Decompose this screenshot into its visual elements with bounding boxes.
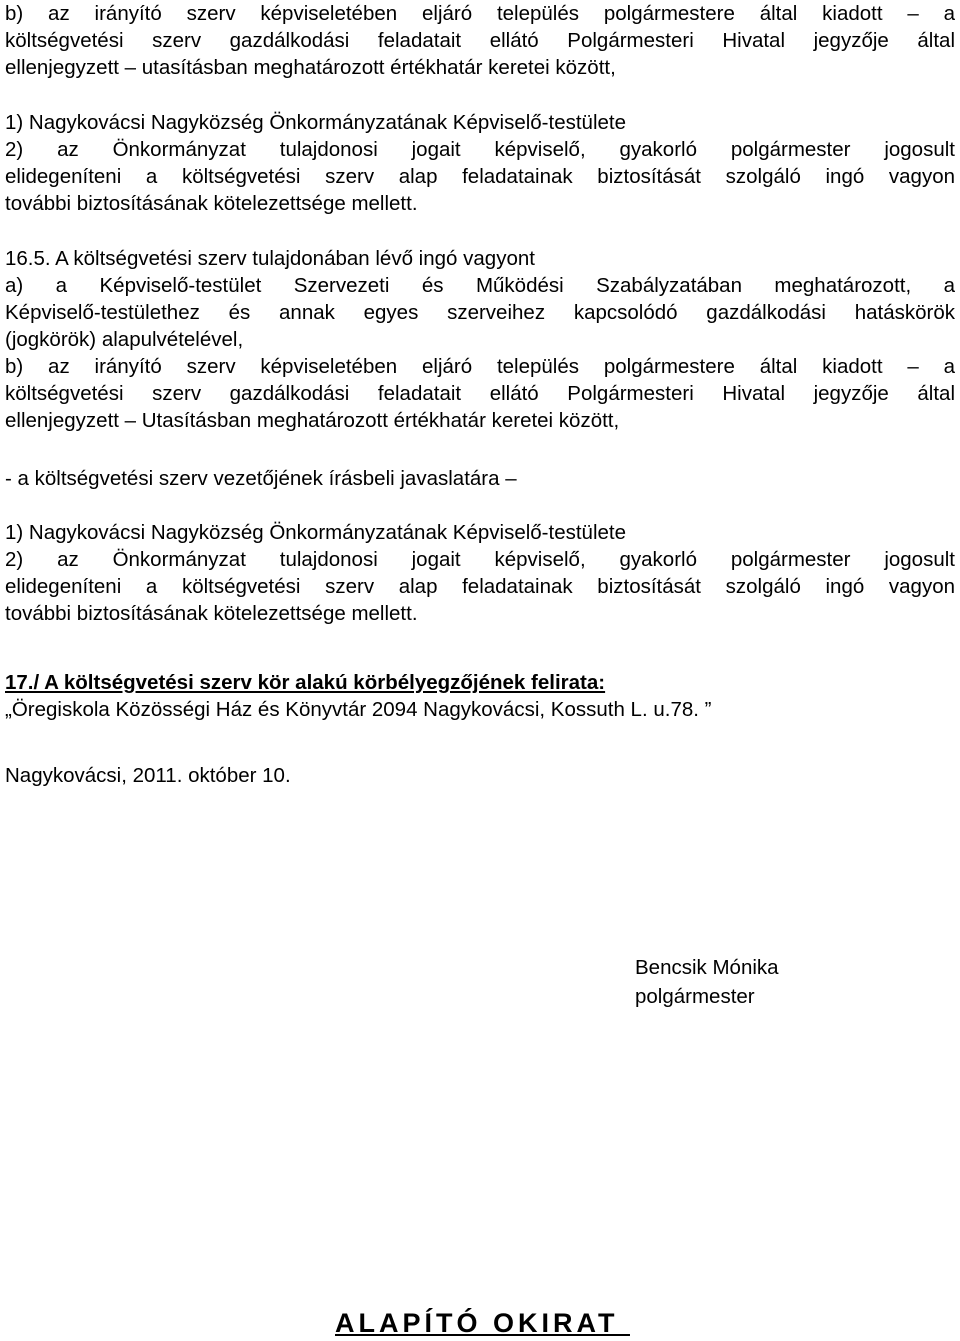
text-line: a) a Képviselő-testület Szervezeti és Működési Szabályzatában meghatározott, a <box>5 274 955 297</box>
text-line: 16.5. A költségvetési szerv tulajdonában lévő ingó vagyont <box>5 247 535 270</box>
text-line: további biztosításának kötelezettsége mellett. <box>5 602 418 625</box>
text-line: elidegeníteni a költségvetési szerv alap feladatainak biztosítását szolgáló ingó vagyon <box>5 165 955 188</box>
place-date-block <box>5 762 955 789</box>
section-17 <box>5 669 955 723</box>
section-heading: 17./ A költségvetési szerv kör alakú körbélyegzőjének felirata: <box>5 671 606 694</box>
text-line: további biztosításának kötelezettsége mellett. <box>5 192 418 215</box>
text-line: elidegeníteni a költségvetési szerv alap feladatainak biztosítását szolgáló ingó vagyon <box>5 575 955 598</box>
signature-block <box>635 953 779 1011</box>
text-line: 1) Nagykovácsi Nagyközség Önkormányzatának Képviselő-testülete <box>5 521 626 544</box>
text-line: Képviselő-testülethez és annak egyes szerveihez kapcsolódó gazdálkodási hatáskörök <box>5 301 955 324</box>
text-line: ellenjegyzett – Utasításban meghatározott értékhatár keretei között, <box>5 409 620 432</box>
place-date: Nagykovácsi, 2011. október 10. <box>5 764 291 787</box>
paragraph-authority-list <box>5 109 955 217</box>
paragraph-16-5 <box>5 245 955 434</box>
text-line: 2) az Önkormányzat tulajdonosi jogait képviselő, gyakorló polgármester jogosult <box>5 138 955 161</box>
paragraph-proposal <box>5 465 955 492</box>
text-line: - a költségvetési szerv vezetőjének írásbeli javaslatára – <box>5 467 517 490</box>
text-line: költségvetési szerv gazdálkodási feladatait ellátó Polgármesteri Hivatal jegyzője által <box>5 29 955 52</box>
text-line: 2) az Önkormányzat tulajdonosi jogait képviselő, gyakorló polgármester jogosult <box>5 548 955 571</box>
text-line: 1) Nagykovácsi Nagyközség Önkormányzatának Képviselő-testülete <box>5 111 626 134</box>
stamp-inscription: „Öregiskola Közösségi Ház és Könyvtár 2094 Nagykovácsi, Kossuth L. u.78. ” <box>5 698 712 721</box>
paragraph-b-continuation <box>5 0 955 81</box>
text-line: b) az irányító szerv képviseletében eljáró település polgármestere által kiadott – a <box>5 2 955 25</box>
text-line: ellenjegyzett – utasításban meghatározott értékhatár keretei között, <box>5 56 616 79</box>
footer-title: ALAPÍTÓ OKIRAT <box>335 1308 630 1338</box>
signatory-title: polgármester <box>635 985 755 1008</box>
text-line: (jogkörök) alapulvételével, <box>5 328 244 351</box>
text-line: költségvetési szerv gazdálkodási feladatait ellátó Polgármesteri Hivatal jegyzője által <box>5 382 955 405</box>
signatory-name: Bencsik Mónika <box>635 956 779 979</box>
text-line: b) az irányító szerv képviseletében eljáró település polgármestere által kiadott – a <box>5 355 955 378</box>
paragraph-authority-list-2 <box>5 519 955 627</box>
